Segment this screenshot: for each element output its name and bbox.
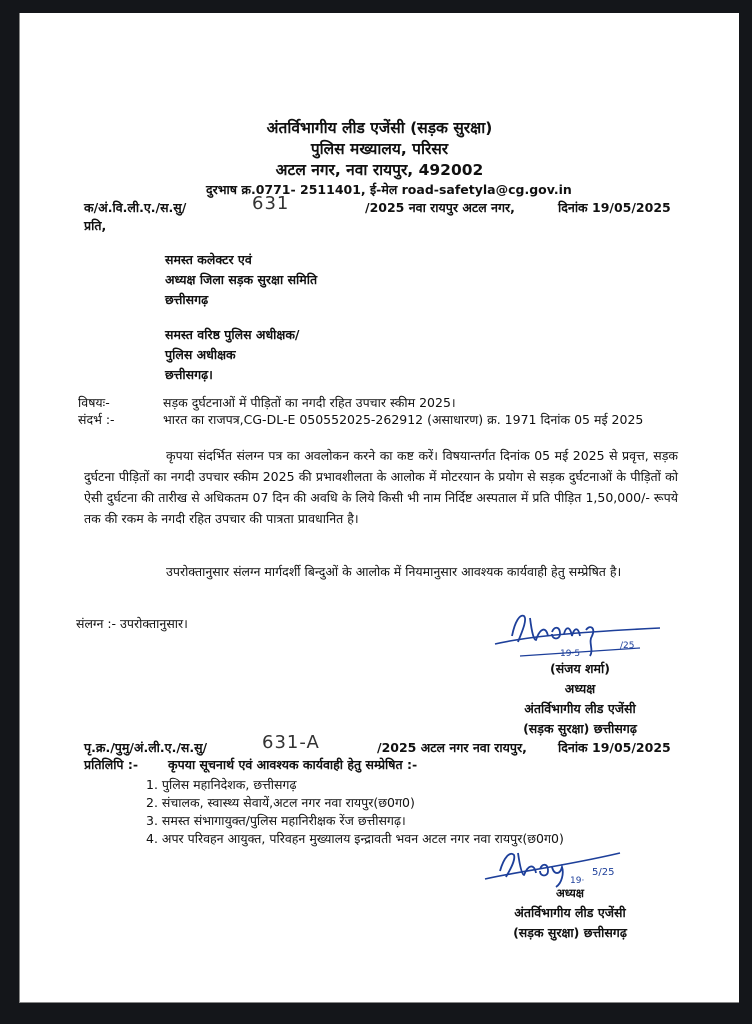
signatory-1-name: (संजय शर्मा) (550, 661, 610, 676)
signatory-2-org: अंतर्विभागीय लीड एजेंसी (514, 905, 626, 920)
svg-text:5/25: 5/25 (592, 867, 615, 878)
copy-list-item: 1. पुलिस महानिदेशक, छत्तीसगढ़ (146, 777, 297, 792)
sandarbh-text: भारत का राजपत्र,CG-DL-E 050552025-262912 (असाधारण) क्र. 1971 दिनांक 05 मई 2025 (163, 412, 644, 427)
reference-date: दिनांक 19/05/2025 (558, 200, 671, 215)
recipient-1-line-1: समस्त कलेक्टर एवं (165, 252, 252, 267)
copy-intro-text: कृपया सूचनार्थ एवं आवश्यक कार्यवाही हेतु सम्प्रेषित :- (168, 757, 418, 772)
copy-reference-place: /2025 अटल नगर नवा रायपुर, (377, 740, 527, 755)
recipient-1-line-3: छत्तीसगढ़ (165, 292, 209, 307)
body-paragraph-1: कृपया संदर्भित संलग्न पत्र का अवलोकन करने का कष्ट करें। विषयान्तर्गत दिनांक 05 मई 2025 से प्रवृत्त, सड़क दुर्घटना पीड़ितों का नगदी उपचार स्कीम 2025 की प्रभावशीलता के आलोक में मोटरयान के प्रयोग से सड़क दुर्घटनाओं के पीड़ितों को ऐसी दुर्घटना की तारीख से अधिकतम 07 दिन की अवधि के लिये किसी भी नाम निर्दिष्ट अस्पताल में प्रति पीड़ित 1,50,000/- रूपये तक की रकम के नगदी रहित उपचार की पात्रता प्रावधानित है। (84, 448, 678, 526)
svg-text:/25: /25 (620, 641, 635, 651)
subject-text: सड़क दुर्घटनाओं में पीड़ितों का नगदी रहित उपचार स्कीम 2025। (163, 395, 456, 410)
sandarbh-label: संदर्भ :- (78, 412, 115, 427)
copy-reference-prefix: पृ.क्र./पुमु/अं.ली.ए./स.सु/ (84, 740, 208, 755)
body-paragraph-2: उपरोक्तानुसार संलग्न मार्गदर्शी बिन्दुओं के आलोक में नियमानुसार आवश्यक कार्यवाही हेतु सम्प्रेषित है। (166, 564, 622, 579)
copy-label: प्रतिलिपि :- (84, 757, 139, 772)
recipient-1-line-2: अध्यक्ष जिला सड़क सुरक्षा समिति (165, 272, 318, 287)
reference-number-handwritten: 631 (252, 193, 290, 214)
signatory-1-designation: अध्यक्ष (564, 681, 596, 696)
letterhead-office: पुलिस मख्यालय, परिसर (310, 140, 449, 158)
subject-label: विषयः- (78, 395, 110, 410)
signatory-2-org-location: (सड़क सुरक्षा) छत्तीसगढ़ (513, 925, 627, 940)
letterhead-address: अटल नगर, नवा रायपुर, 492002 (275, 161, 484, 179)
signature-1 (490, 606, 670, 661)
letterhead-contact: दुरभाष क्र.0771- 2511401, ई-मेल road-safetyla@cg.gov.in (206, 182, 572, 197)
recipient-2-line-2: पुलिस अधीक्षक (165, 347, 236, 362)
to-label: प्रति, (84, 218, 107, 233)
recipient-2-line-1: समस्त वरिष्ठ पुलिस अधीक्षक/ (165, 327, 300, 342)
signatory-1-org: अंतर्विभागीय लीड एजेंसी (524, 701, 636, 716)
signatory-1-org-location: (सड़क सुरक्षा) छत्तीसगढ़ (523, 721, 637, 736)
svg-text:19·: 19· (570, 876, 585, 886)
reference-prefix: क/अं.वि.ली.ए./स.सु/ (84, 200, 187, 215)
copy-list-item: 4. अपर परिवहन आयुक्त, परिवहन मुख्यालय इन्द्रावती भवन अटल नगर नवा रायपुर(छ0ग0) (146, 831, 564, 846)
letterhead-agency: अंतर्विभागीय लीड एजेंसी (सड़क सुरक्षा) (266, 119, 493, 137)
document-page (19, 13, 739, 1003)
copy-list-item: 3. समस्त संभागायुक्त/पुलिस महानिरीक्षक रेंज छत्तीसगढ़। (146, 813, 406, 828)
recipient-2-line-3: छत्तीसगढ़। (165, 367, 213, 382)
copy-reference-number-handwritten: 631-A (262, 732, 320, 753)
copy-reference-date: दिनांक 19/05/2025 (558, 740, 671, 755)
signatory-2-designation: अध्यक्ष (555, 886, 585, 900)
reference-place: /2025 नवा रायपुर अटल नगर, (365, 200, 515, 215)
svg-text:19·5: 19·5 (560, 649, 581, 659)
copy-list-item: 2. संचालक, स्वास्थ्य सेवायें,अटल नगर नवा रायपुर(छ0ग0) (146, 795, 415, 810)
enclosure-note: संलग्न :- उपरोक्तानुसार। (76, 616, 188, 631)
